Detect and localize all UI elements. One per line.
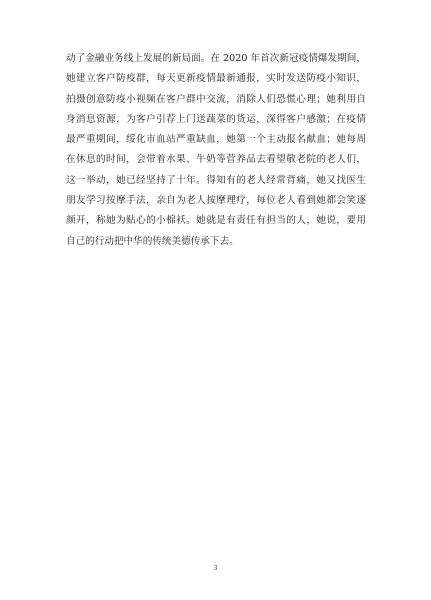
text-line: 最严重期间，绥化市血站严重缺血，她第一个主动报名献血；她每周: [66, 134, 366, 146]
text-line: 身消息资源，为客户引荐上门送蔬菜的货运，深得客户感激；在疫情: [66, 113, 366, 125]
text-line: 颜开，称她为贴心的小棉袄。她就是有责任有担当的人，她说，要用: [66, 215, 366, 227]
text-line: 在休息的时间，会带着水果、牛奶等营养品去看望敬老院的老人们，: [66, 154, 366, 166]
page-number: 3: [213, 564, 218, 572]
text-line: 动了金融业务线上发展的新局面。在 2020 年首次新冠疫情爆发期间，: [66, 53, 366, 64]
text-line: 她建立客户防疫群，每天更新疫情最新通报，实时发送防疫小知识，: [66, 73, 366, 85]
text-line: 这一举动，她已经坚持了十年。得知有的老人经常背痛，她又找医生: [66, 174, 366, 186]
text-line: 自己的行动把中华的传统美德传承下去。: [66, 235, 239, 247]
body-paragraph: [66, 49, 366, 252]
text-line: 朋友学习按摩手法，亲自为老人按摩理疗，每位老人看到她都会笑逐: [66, 195, 366, 207]
text-line: 拍摄创意防疫小视频在客户群中交流，消除人们恐慌心理；她利用自: [66, 93, 366, 105]
